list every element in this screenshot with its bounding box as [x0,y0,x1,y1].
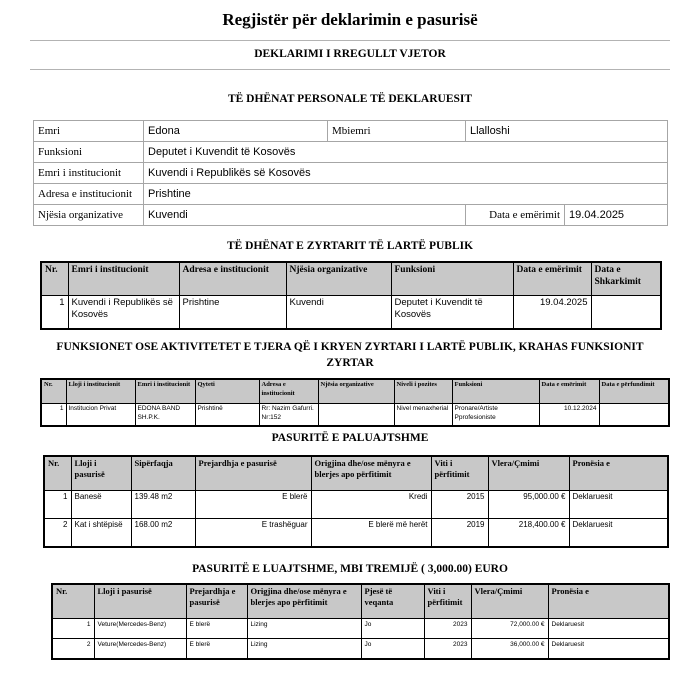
table-row [41,404,669,427]
appointment-date-value: 19.04.2025 [565,205,668,226]
first-name-label: Emri [34,121,144,142]
first-name-value: Edona [144,121,328,142]
column-header: Vlera/Çmimi [471,584,548,619]
ownership-cell: Deklaruesit [548,639,669,660]
column-header: Vlera/Çmimi [488,456,569,491]
column-header: Lloji i institucionit [66,379,135,404]
row-number: 2 [52,639,94,660]
column-header: Pronësia e [569,456,668,491]
immovable-property-table [43,455,669,548]
column-header: Adresa e institucionit [179,262,286,296]
column-header: Data e Shkarkimit [591,262,661,296]
last-name-value: Llalloshi [466,121,668,142]
organizational-unit-value: Kuvendi [144,205,466,226]
acquisition-year-cell: 2023 [424,619,471,639]
table-row [44,491,668,519]
page-title: Regjistër për deklarimin e pasurisë [222,10,478,29]
table-row [41,296,661,330]
column-header: Prejardhja e pasurisë [186,584,247,619]
value-cell: 36,000.00 € [471,639,548,660]
column-header: Niveli i pozites [394,379,452,404]
row-number: 2 [44,519,71,548]
column-header: Njësia organizative [286,262,391,296]
column-header: Data e emërimit [539,379,599,404]
property-origin-cell: E blerë [186,639,247,660]
acquisition-manner-cell: Lizing [247,619,361,639]
column-header: Data e emërimit [513,262,591,296]
section-title-movable-property: PASURITË E LUAJTSHME, MBI TREMIJË ( 3,000.00) EURO [192,563,508,575]
acquisition-manner-cell: Lizing [247,639,361,660]
acquisition-manner-cell: Kredi [311,491,431,519]
ownership-cell: Deklaruesit [548,619,669,639]
table-row [44,519,668,548]
institution-name-cell: EDONA BAND SH.P.K. [135,404,195,427]
column-header: Qyteti [195,379,259,404]
appointment-date-label: Data e emërimit [466,205,565,226]
institution-name-cell: Kuvendi i Republikës së Kosovës [68,296,179,330]
property-type-cell: Kat i shtëpisë [71,519,131,548]
section-title-personal-data: TË DHËNAT PERSONALE TË DEKLARUESIT [227,93,473,105]
organizational-unit-cell: Kuvendi [286,296,391,330]
acquisition-year-cell: 2019 [431,519,488,548]
acquisition-manner-cell: E blerë më herët [311,519,431,548]
organizational-unit-cell [318,404,394,427]
table-row [52,639,669,660]
column-header: Viti i përfitimit [431,456,488,491]
row-number: 1 [41,296,68,330]
city-cell: Prishtinë [195,404,259,427]
table-row [34,205,668,226]
table-row [34,121,668,142]
table-header-row [52,584,669,619]
position-level-cell: Nivel menaxherial [394,404,452,427]
movable-property-table [51,583,670,660]
column-header: Njësia organizative [318,379,394,404]
surface-cell: 168.00 m2 [131,519,195,548]
function-value: Deputet i Kuvendit të Kosovës [144,142,668,163]
column-header: Prejardhja e pasurisë [195,456,311,491]
appointment-date-cell: 10.12.2024 [539,404,599,427]
special-parts-cell: Jo [361,619,424,639]
function-cell: Pronare/Artiste Pprofesioniste [452,404,539,427]
table-header-row [44,456,668,491]
column-header: Emri i institucionit [135,379,195,404]
dismissal-date-cell [591,296,661,330]
column-header: Funksioni [391,262,513,296]
divider-top [30,40,670,41]
column-header: Lloji i pasurisë [71,456,131,491]
column-header: Data e përfundimit [599,379,669,404]
end-date-cell [599,404,669,427]
column-header: Funksioni [452,379,539,404]
value-cell: 95,000.00 € [488,491,569,519]
column-header: Origjina dhe/ose mënyra e blerjes apo përfitimit [247,584,361,619]
value-cell: 218,400.00 € [488,519,569,548]
table-row [34,184,668,205]
value-cell: 72,000.00 € [471,619,548,639]
property-origin-cell: E trashëguar [195,519,311,548]
other-functions-table [40,378,670,427]
institution-name-label: Emri i institucionit [34,163,144,184]
organizational-unit-label: Njësia organizative [34,205,144,226]
column-header: Viti i përfitimit [424,584,471,619]
acquisition-year-cell: 2015 [431,491,488,519]
institution-address-label: Adresa e institucionit [34,184,144,205]
function-cell: Deputet i Kuvendit të Kosovës [391,296,513,330]
official-data-table [40,261,662,330]
last-name-label: Mbiemri [328,121,466,142]
acquisition-year-cell: 2023 [424,639,471,660]
property-type-cell: Veture(Mercedes-Benz) [94,619,186,639]
table-row [34,142,668,163]
declaration-type-title: DEKLARIMI I RREGULLT VJETOR [254,48,446,60]
property-origin-cell: E blerë [195,491,311,519]
table-row [52,619,669,639]
property-type-cell: Veture(Mercedes-Benz) [94,639,186,660]
document-page [0,10,700,660]
property-origin-cell: E blerë [186,619,247,639]
institution-name-value: Kuvendi i Republikës së Kosovës [144,163,668,184]
special-parts-cell: Jo [361,639,424,660]
row-number: 1 [44,491,71,519]
column-header: Origjina dhe/ose mënyra e blerjes apo përfitimit [311,456,431,491]
column-header: Pjesë të veqanta [361,584,424,619]
table-header-row [41,379,669,404]
column-header: Nr. [52,584,94,619]
institution-address-cell: Rr: Nazim Gafurri. Nr:152 [259,404,318,427]
personal-data-table [33,120,668,226]
row-number: 1 [52,619,94,639]
institution-type-cell: Institucion Privat [66,404,135,427]
divider-bottom [30,69,670,70]
appointment-date-cell: 19.04.2025 [513,296,591,330]
section-title-other-functions: FUNKSIONET OSE AKTIVITETET E TJERA QË I KRYEN ZYRTARI I LARTË PUBLIK, KRAHAS FUNKSIONIT ZYRTAR [56,341,644,369]
institution-address-value: Prishtine [144,184,668,205]
column-header: Emri i institucionit [68,262,179,296]
row-number: 1 [41,404,66,427]
surface-cell: 139.48 m2 [131,491,195,519]
ownership-cell: Deklaruesit [569,519,668,548]
column-header: Nr. [41,262,68,296]
institution-address-cell: Prishtine [179,296,286,330]
section-title-immovable-property: PASURITË E PALUAJTSHME [271,432,429,444]
column-header: Lloji i pasurisë [94,584,186,619]
column-header: Adresa e institucionit [259,379,318,404]
ownership-cell: Deklaruesit [569,491,668,519]
property-type-cell: Banesë [71,491,131,519]
column-header: Nr. [44,456,71,491]
column-header: Sipërfaqja [131,456,195,491]
table-header-row [41,262,661,296]
function-label: Funksioni [34,142,144,163]
column-header: Nr. [41,379,66,404]
column-header: Pronësia e [548,584,669,619]
section-title-official-data: TË DHËNAT E ZYRTARIT TË LARTË PUBLIK [226,240,474,252]
table-row [34,163,668,184]
